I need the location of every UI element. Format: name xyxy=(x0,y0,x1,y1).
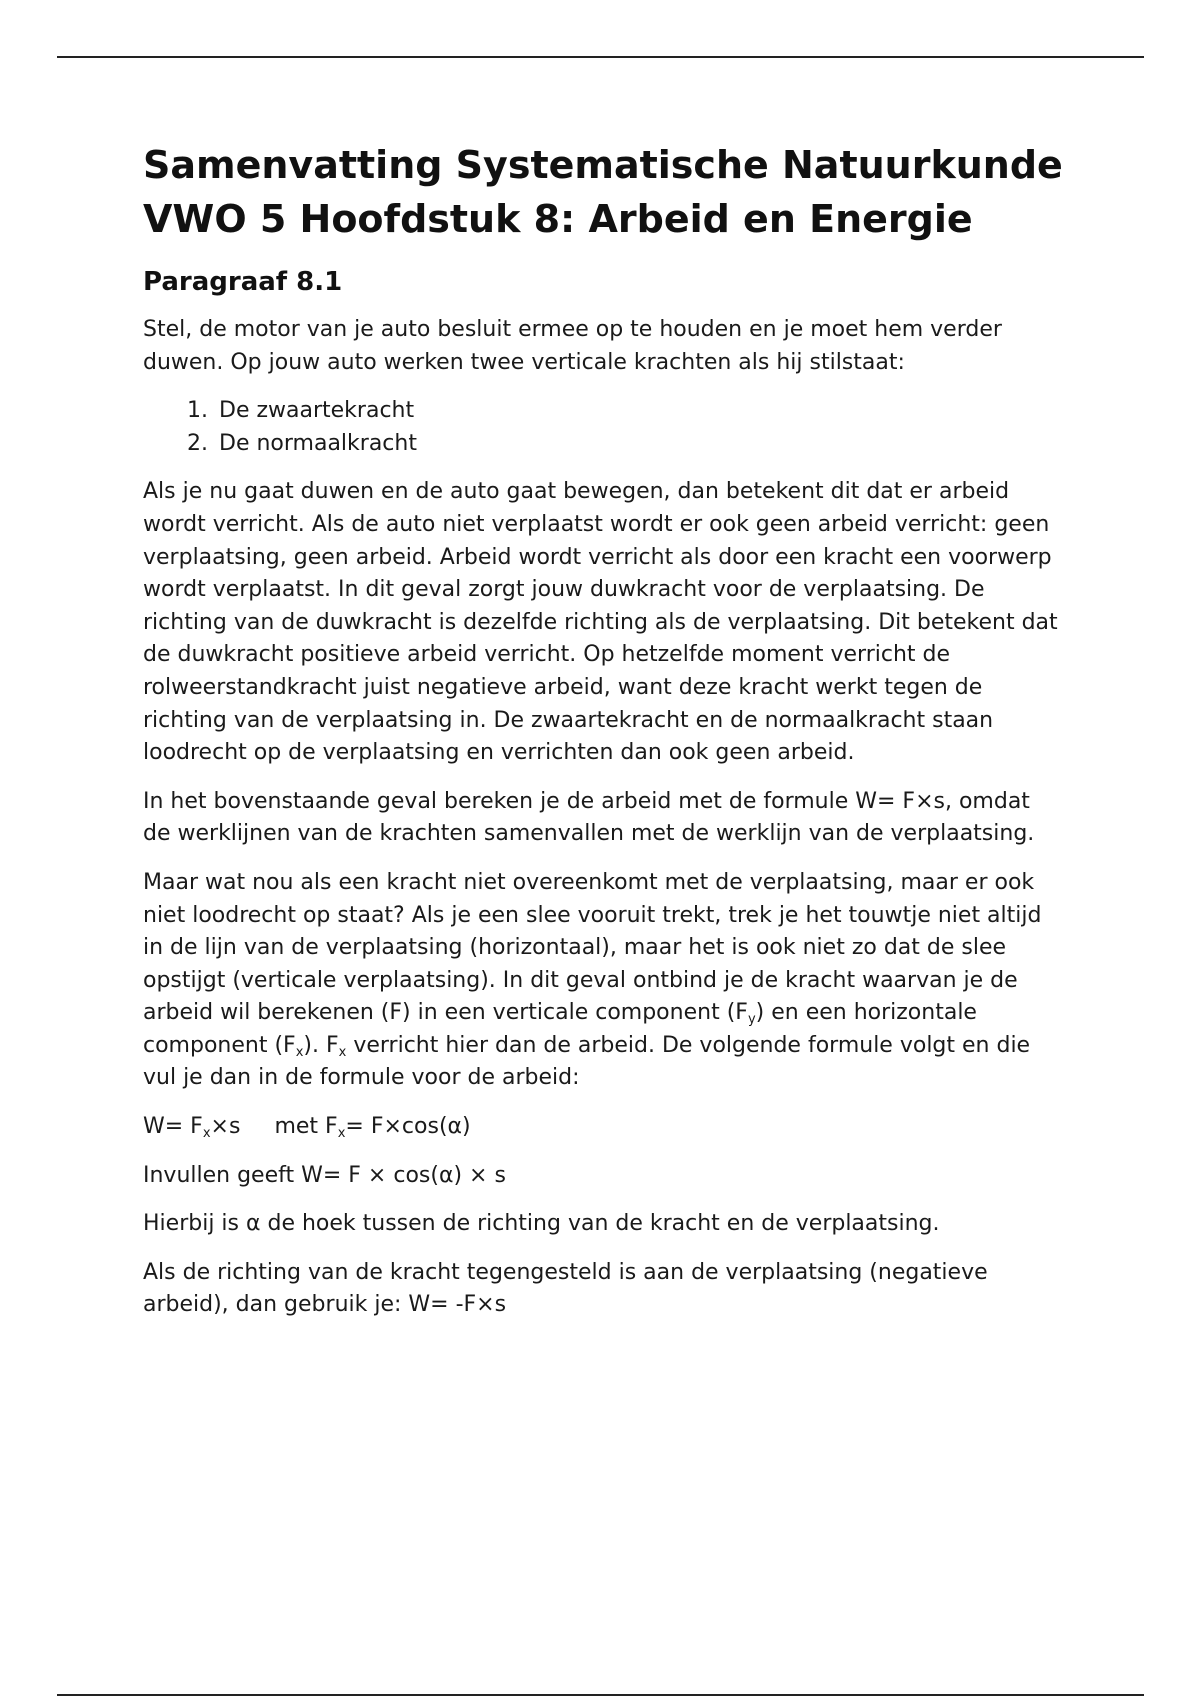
subscript: x xyxy=(295,1044,304,1060)
text-run: Maar wat nou als een kracht niet overeenkomt met de verplaatsing, maar er ook niet loodrecht op staat? Als je een slee vooruit trekt, trek je het touwtje niet altijd in de lijn van de verplaatsing (horizontaal), maar het is ook niet zo dat de slee opstijgt (verticale verplaatsing). In dit geval ontbind je de kracht waarvan je de arbeid wil berekenen (F) in een verticale component (F xyxy=(143,869,1042,1026)
substitution-line: Invullen geeft W= F × cos(α) × s xyxy=(143,1162,506,1188)
subscript: x xyxy=(202,1126,211,1142)
intro-paragraph: Stel, de motor van je auto besluit ermee op te houden en je moet hem verder duwen. Op jouw auto werken twee verticale krachten als hij stilstaat: xyxy=(143,317,1002,375)
document-body xyxy=(143,138,1063,1338)
text-run: verricht hier dan de arbeid. De volgende formule volgt en die vul je dan in de formule voor de arbeid: xyxy=(143,1032,1031,1091)
work-paragraph: Als je nu gaat duwen en de auto gaat bewegen, dan betekent dit dat er arbeid wordt verricht. Als de auto niet verplaatst wordt er ook geen arbeid verricht: geen verplaatsing, geen arbeid. Arbeid wordt verricht als door een kracht een voorwerp wordt verplaatst. In dit geval zorgt jouw duwkracht voor de verplaatsing. De richting van de duwkracht is dezelfde richting als de verplaatsing. Dit betekent dat de duwkracht positieve arbeid verricht. Op hetzelfde moment verricht de rolweerstandkracht juist negatieve arbeid, want deze kracht werkt tegen de richting van de verplaatsing in. De zwaartekracht en de normaalkracht staan loodrecht op de verplaatsing en verrichten dan ook geen arbeid. xyxy=(143,479,1058,766)
text-run: met F xyxy=(274,1114,338,1140)
text-run: ). F xyxy=(303,1032,339,1058)
document-title: Samenvatting Systematische Natuurkunde VWO 5 Hoofdstuk 8: Arbeid en Energie xyxy=(143,143,1063,241)
top-rule xyxy=(57,56,1144,58)
angle-note: Hierbij is α de hoek tussen de richting van de kracht en de verplaatsing. xyxy=(143,1211,940,1237)
angle-paragraph xyxy=(143,867,1063,1095)
list-item: 1. De zwaartekracht xyxy=(215,395,1063,428)
section-heading: Paragraaf 8.1 xyxy=(143,267,343,297)
bottom-rule xyxy=(57,1694,1144,1696)
subscript: x xyxy=(338,1044,347,1060)
list-item: 2. De normaalkracht xyxy=(215,428,1063,461)
forces-list xyxy=(143,395,1063,460)
text-run: ) en een horizontale component (F xyxy=(143,1000,977,1058)
negative-work-paragraph: Als de richting van de kracht tegengesteld is aan de verplaatsing (negatieve arbeid), dan gebruik je: W= -F×s xyxy=(143,1259,988,1318)
subscript: x xyxy=(337,1126,346,1142)
text-run: = F×cos(α) xyxy=(345,1114,471,1140)
text-run: ×s xyxy=(210,1114,241,1140)
subscript: y xyxy=(747,1012,756,1028)
text-run: W= F xyxy=(143,1114,203,1140)
formula-paragraph: In het bovenstaande geval bereken je de arbeid met de formule W= F×s, omdat de werklijnen van de krachten samenvallen met de werklijn van de verplaatsing. xyxy=(143,788,1035,847)
formula-line xyxy=(143,1111,1063,1144)
